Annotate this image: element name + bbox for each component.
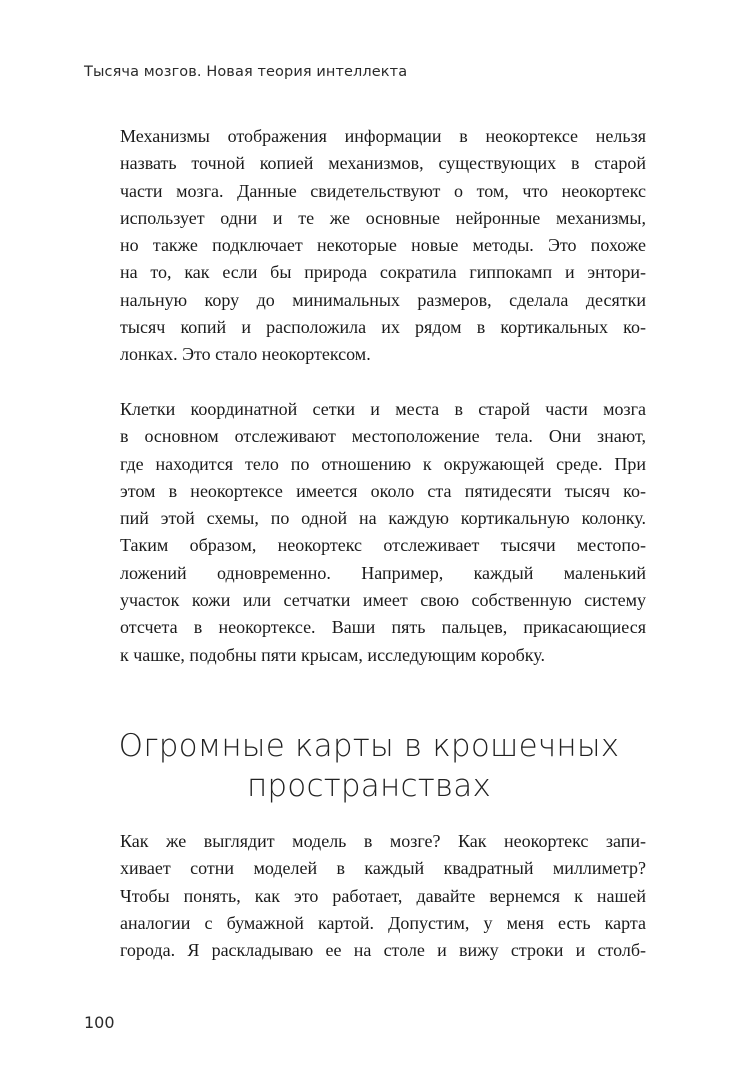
text-line: ложений одновременно. Например, каждый маленький — [120, 562, 646, 583]
text-line: нальную кору до минимальных размеров, сделала десятки — [120, 289, 646, 310]
text-line: лонках. Это стало неокортексом. — [120, 344, 371, 365]
text-line: тысяч копий и расположила их рядом в кортикальных ко- — [120, 317, 646, 338]
text-line: Механизмы отображения информации в неокортексе нельзя — [120, 126, 646, 146]
running-head: Тысяча мозгов. Новая теория интеллекта — [84, 64, 408, 80]
text-line: Чтобы понять, как это работает, давайте вернемся к нашей — [120, 885, 646, 906]
text-line: на то, как если бы природа сократила гиппокамп и энтори- — [120, 262, 646, 283]
text-line: но также подключает некоторые новые методы. Это похоже — [120, 235, 646, 256]
section-heading-line: пространствах — [246, 768, 492, 804]
text-line: пий этой схемы, по одной на каждую кортикальную колонку. — [120, 508, 646, 529]
text-line: Таким образом, неокортекс отслеживает тысячи местопо- — [120, 535, 646, 556]
text-line: отсчета в неокортексе. Ваши пять пальцев, прикасающиеся — [120, 617, 646, 638]
paragraph-1 — [120, 123, 646, 369]
text-line: аналогии с бумажной картой. Допустим, у меня есть карта — [120, 912, 646, 933]
text-line: Клетки координатной сетки и места в старой части мозга — [120, 399, 646, 419]
section-heading-line: Огромные карты в крошечных — [118, 728, 620, 764]
text-line: назвать точной копией механизмов, существующих в старой — [120, 153, 646, 174]
text-line: в основном отслеживают местоположение тела. Они знают, — [120, 426, 646, 447]
text-line: хивает сотни моделей в каждый квадратный миллиметр? — [120, 858, 646, 879]
text-line: к чашке, подобны пяти крысам, исследующим коробку. — [120, 644, 545, 665]
section-heading — [84, 726, 654, 806]
text-line: этом в неокортексе имеется около ста пятидесяти тысяч ко- — [120, 480, 646, 501]
text-line: где находится тело по отношению к окружающей среде. При — [120, 453, 646, 474]
text-line: использует одни и те же основные нейронные механизмы, — [120, 207, 646, 228]
text-line: части мозга. Данные свидетельствуют о том, что неокортекс — [120, 180, 646, 201]
text-line: Как же выглядит модель в мозге? Как неокортекс запи- — [120, 831, 646, 851]
page-number: 100 — [84, 1013, 115, 1032]
paragraph-2 — [120, 396, 646, 669]
paragraph-3 — [120, 828, 646, 964]
text-line: города. Я раскладываю ее на столе и вижу строки и столб- — [120, 940, 646, 961]
text-line: участок кожи или сетчатки имеет свою собственную систему — [120, 590, 646, 611]
